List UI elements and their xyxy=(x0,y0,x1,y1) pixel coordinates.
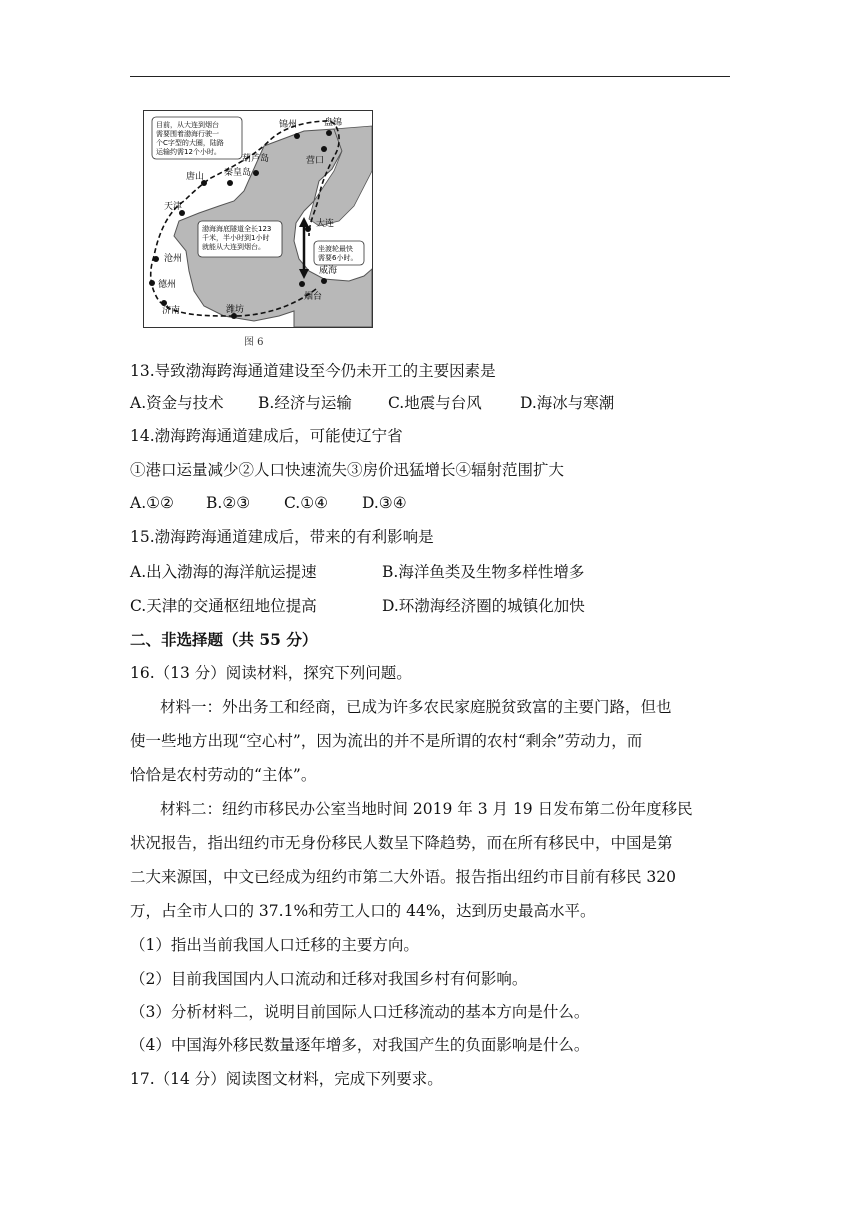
city-dot-qinhuangdao xyxy=(227,180,233,186)
q13-stem: 13.导致渤海跨海通道建设至今仍未开工的主要因素是 xyxy=(130,362,496,380)
city-label: 潍坊 xyxy=(226,305,245,315)
city-label: 营口 xyxy=(306,156,325,166)
q13-option-d[interactable]: D.海冰与寒潮 xyxy=(520,394,615,412)
q14-option-c[interactable]: C.①④ xyxy=(284,494,329,512)
city-dot-yingkou xyxy=(321,146,327,152)
city-dot-huludao xyxy=(253,170,259,176)
city-label: 锦州 xyxy=(279,120,298,130)
city-label: 大连 xyxy=(316,219,335,229)
header-rule xyxy=(130,76,730,77)
q15-options-row2 xyxy=(130,595,585,617)
q16-material1-line1: 材料一：外出务工和经商，已成为许多农民家庭脱贫致富的主要门路，但也 xyxy=(160,698,672,716)
q16-material2-line4: 万，占全市人口的 37.1%和劳工人口的 44%，达到历史最高水平。 xyxy=(130,902,596,920)
q14-option-b[interactable]: B.②③ xyxy=(206,494,251,512)
q14-options xyxy=(130,492,407,514)
section-2-heading: 二、非选择题（共 55 分） xyxy=(130,630,318,649)
city-label: 盘锦 xyxy=(324,118,343,128)
q14-option-a[interactable]: A.①② xyxy=(130,494,174,512)
q16-material2-line3: 二大来源国，中文已经成为纽约市第二大外语。报告指出纽约市目前有移民 320 xyxy=(130,868,677,886)
q13-option-b[interactable]: B.经济与运输 xyxy=(258,394,352,412)
bohai-map xyxy=(144,111,372,327)
city-dot-panjin xyxy=(326,130,332,136)
q16-stem: 16.（13 分）阅读材料，探究下列问题。 xyxy=(130,664,412,682)
q14-stem: 14.渤海跨海通道建成后，可能使辽宁省 xyxy=(130,427,403,445)
q16-material2-line1: 材料二：纽约市移民办公室当地时间 2019 年 3 月 19 日发布第二份年度移民 xyxy=(160,800,693,818)
q15-stem: 15.渤海跨海通道建成后，带来的有利影响是 xyxy=(130,528,434,546)
city-dot-jinzhou xyxy=(294,133,300,139)
city-label: 秦皇岛 xyxy=(224,168,252,178)
q16-material1-line2: 使一些地方出现“空心村”，因为流出的并不是所谓的农村“剩余”劳动力，而 xyxy=(130,732,643,750)
q13-options xyxy=(130,392,614,414)
city-label: 德州 xyxy=(158,280,177,290)
q16-sub2: （2）目前我国国内人口流动和迁移对我国乡村有何影响。 xyxy=(130,970,528,988)
q14-items: ①港口运量减少②人口快速流失③房价迅猛增长④辐射范围扩大 xyxy=(130,461,565,479)
city-label: 天津 xyxy=(164,202,183,212)
q15-option-b[interactable]: B.海洋鱼类及生物多样性增多 xyxy=(382,563,585,581)
q15-options-row1 xyxy=(130,561,584,583)
q16-sub1: （1）指出当前我国人口迁移的主要方向。 xyxy=(130,936,419,954)
city-label: 烟台 xyxy=(304,292,323,302)
bohai-map-figure xyxy=(143,110,373,328)
q17-stem: 17.（14 分）阅读图文材料，完成下列要求。 xyxy=(130,1070,443,1088)
figure-caption: 图 6 xyxy=(244,337,264,348)
city-dot-dezhou xyxy=(149,280,155,286)
city-label: 威海 xyxy=(319,266,338,276)
q16-material1-line3: 恰恰是农村劳动的“主体”。 xyxy=(130,766,317,784)
city-label: 唐山 xyxy=(186,172,205,182)
q13-option-c[interactable]: C.地震与台风 xyxy=(388,394,482,412)
q15-option-a[interactable]: A.出入渤海的海洋航运提速 xyxy=(130,563,317,581)
note-top: 目前，从大连到烟台 需要围着渤海行驶一 个C字型的大圈，陆路 运输约需12个小时。 xyxy=(156,121,224,156)
note-ferry: 坐渡轮最快 需要6小时。 xyxy=(318,245,358,262)
city-label: 沧州 xyxy=(164,254,183,264)
q14-option-d[interactable]: D.③④ xyxy=(362,494,407,512)
q16-sub4: （4）中国海外移民数量逐年增多，对我国产生的负面影响是什么。 xyxy=(130,1036,590,1054)
city-dot-weihai xyxy=(321,278,327,284)
city-dot-cangzhou xyxy=(153,256,159,262)
q13-option-a[interactable]: A.资金与技术 xyxy=(130,394,224,412)
q16-sub3: （3）分析材料二，说明目前国际人口迁移流动的基本方向是什么。 xyxy=(130,1003,590,1021)
q15-option-c[interactable]: C.天津的交通枢纽地位提高 xyxy=(130,597,317,615)
q16-material2-line2: 状况报告，指出纽约市无身份移民人数呈下降趋势，而在所有移民中，中国是第 xyxy=(130,834,673,852)
note-tunnel: 渤海海底隧道全长123 千米，半小时到1小时 就能从大连到烟台。 xyxy=(202,225,272,251)
city-dot-yantai xyxy=(299,281,305,287)
city-dot-dalian xyxy=(305,226,311,232)
city-label: 济南 xyxy=(162,306,181,316)
q15-option-d[interactable]: D.环渤海经济圈的城镇化加快 xyxy=(382,597,585,615)
city-label: 葫芦岛 xyxy=(242,154,270,164)
